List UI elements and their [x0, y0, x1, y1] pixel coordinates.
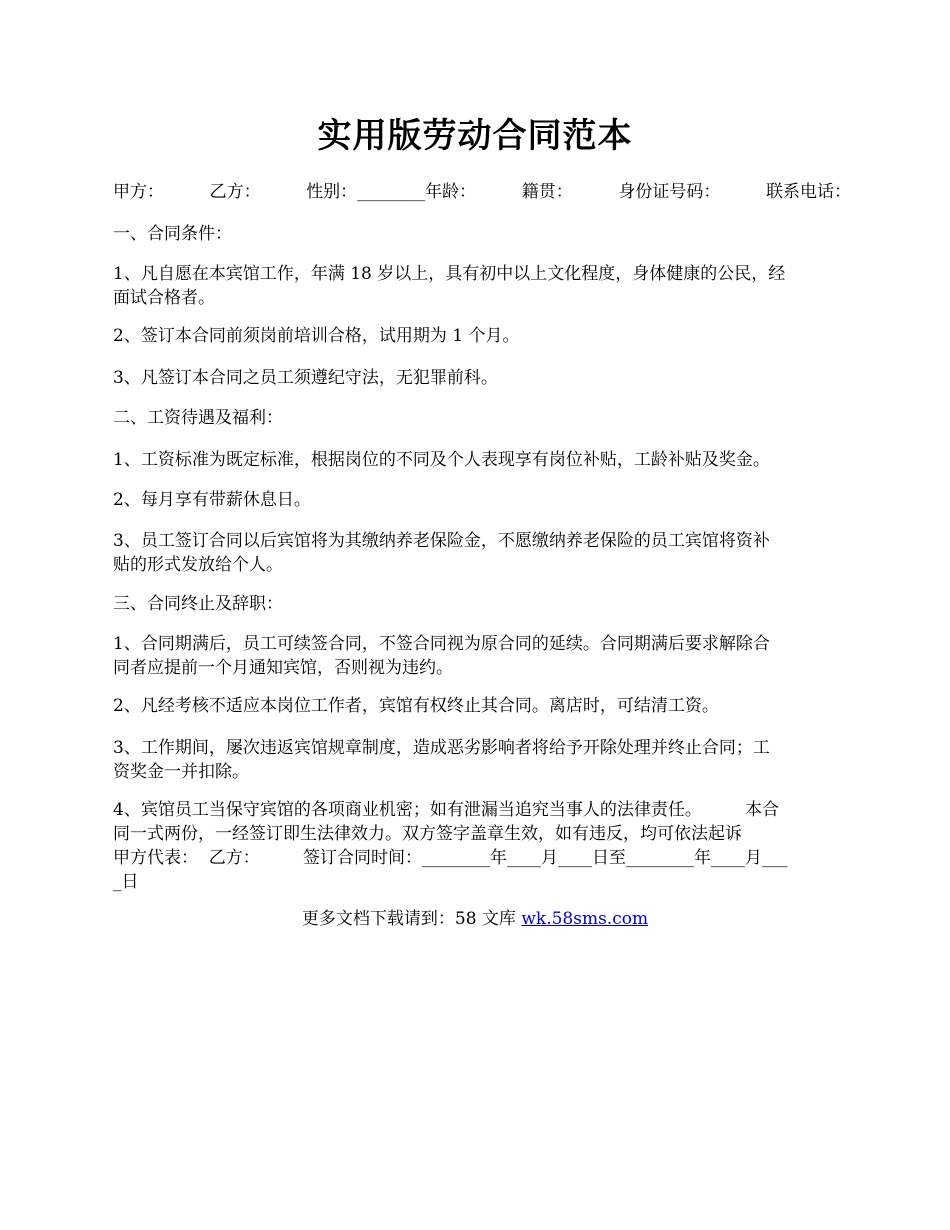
native-place-field: 籍贯：: [521, 182, 573, 202]
paragraph-line: 2、签订本合同前须岗前培训合格，试用期为 1 个月。: [113, 326, 520, 346]
signature-line: 甲方代表： 乙方： 签订合同时间：________年____月____日至________年____月___: [113, 848, 788, 868]
paragraph-line: 面试合格者。: [113, 288, 215, 308]
section-heading-conditions: 一、合同条件：: [113, 224, 232, 244]
paragraph-line: 2、凡经考核不适应本岗位工作者，宾馆有权终止其合同。离店时，可结清工资。: [113, 696, 719, 716]
phone-field: 联系电话：: [765, 182, 851, 202]
document-title: 实用版劳动合同范本: [317, 116, 633, 156]
paragraph-line: 同者应提前一个月通知宾馆，否则视为违约。: [113, 658, 453, 678]
paragraph-line: 同一式两份，一经签订即生法律效力。双方签字盖章生效，如有违反，均可依法起诉: [113, 824, 742, 844]
paragraph-line: 1、凡自愿在本宾馆工作，年满 18 岁以上，具有初中以上文化程度，身体健康的公民，经: [113, 264, 786, 284]
signature-line-end: _日: [113, 872, 139, 892]
section-heading-termination: 三、合同终止及辞职：: [113, 594, 283, 614]
paragraph-line: 3、工作期间，屡次违返宾馆规章制度，造成恶劣影响者将给予开除处理并终止合同；工: [113, 738, 770, 758]
footer-text: 更多文档下载请到：58 文库: [301, 909, 522, 929]
paragraph-line: 3、凡签订本合同之员工须遵纪守法，无犯罪前科。: [113, 368, 498, 388]
paragraph-line: 贴的形式发放给个人。: [113, 555, 283, 575]
paragraph-line: 3、员工签订合同以后宾馆将为其缴纳养老保险金，不愿缴纳养老保险的员工宾馆将资补: [113, 531, 770, 551]
paragraph-line: 1、合同期满后，员工可续签合同，不签合同视为原合同的延续。合同期满后要求解除合: [113, 634, 770, 654]
party-info-row: [113, 180, 851, 204]
id-number-field: 身份证号码：: [618, 182, 721, 202]
footer-link[interactable]: wk.58sms.com: [521, 909, 649, 929]
paragraph-line: 1、工资标准为既定标准，根据岗位的不同及个人表现享有岗位补贴，工龄补贴及奖金。: [113, 450, 770, 470]
paragraph-line: 4、宾馆员工当保守宾馆的各项商业机密；如有泄漏当追究当事人的法律责任。 本合: [113, 800, 780, 820]
footer: [0, 907, 950, 931]
party-b-field: 乙方：: [209, 182, 261, 202]
party-a-field: 甲方：: [113, 182, 164, 202]
gender-age-field: 性别：________年龄：: [306, 182, 477, 202]
section-heading-wages: 二、工资待遇及福利：: [113, 408, 283, 428]
paragraph-line: 2、每月享有带薪休息日。: [113, 490, 311, 510]
paragraph-line: 资奖金一并扣除。: [113, 762, 249, 782]
